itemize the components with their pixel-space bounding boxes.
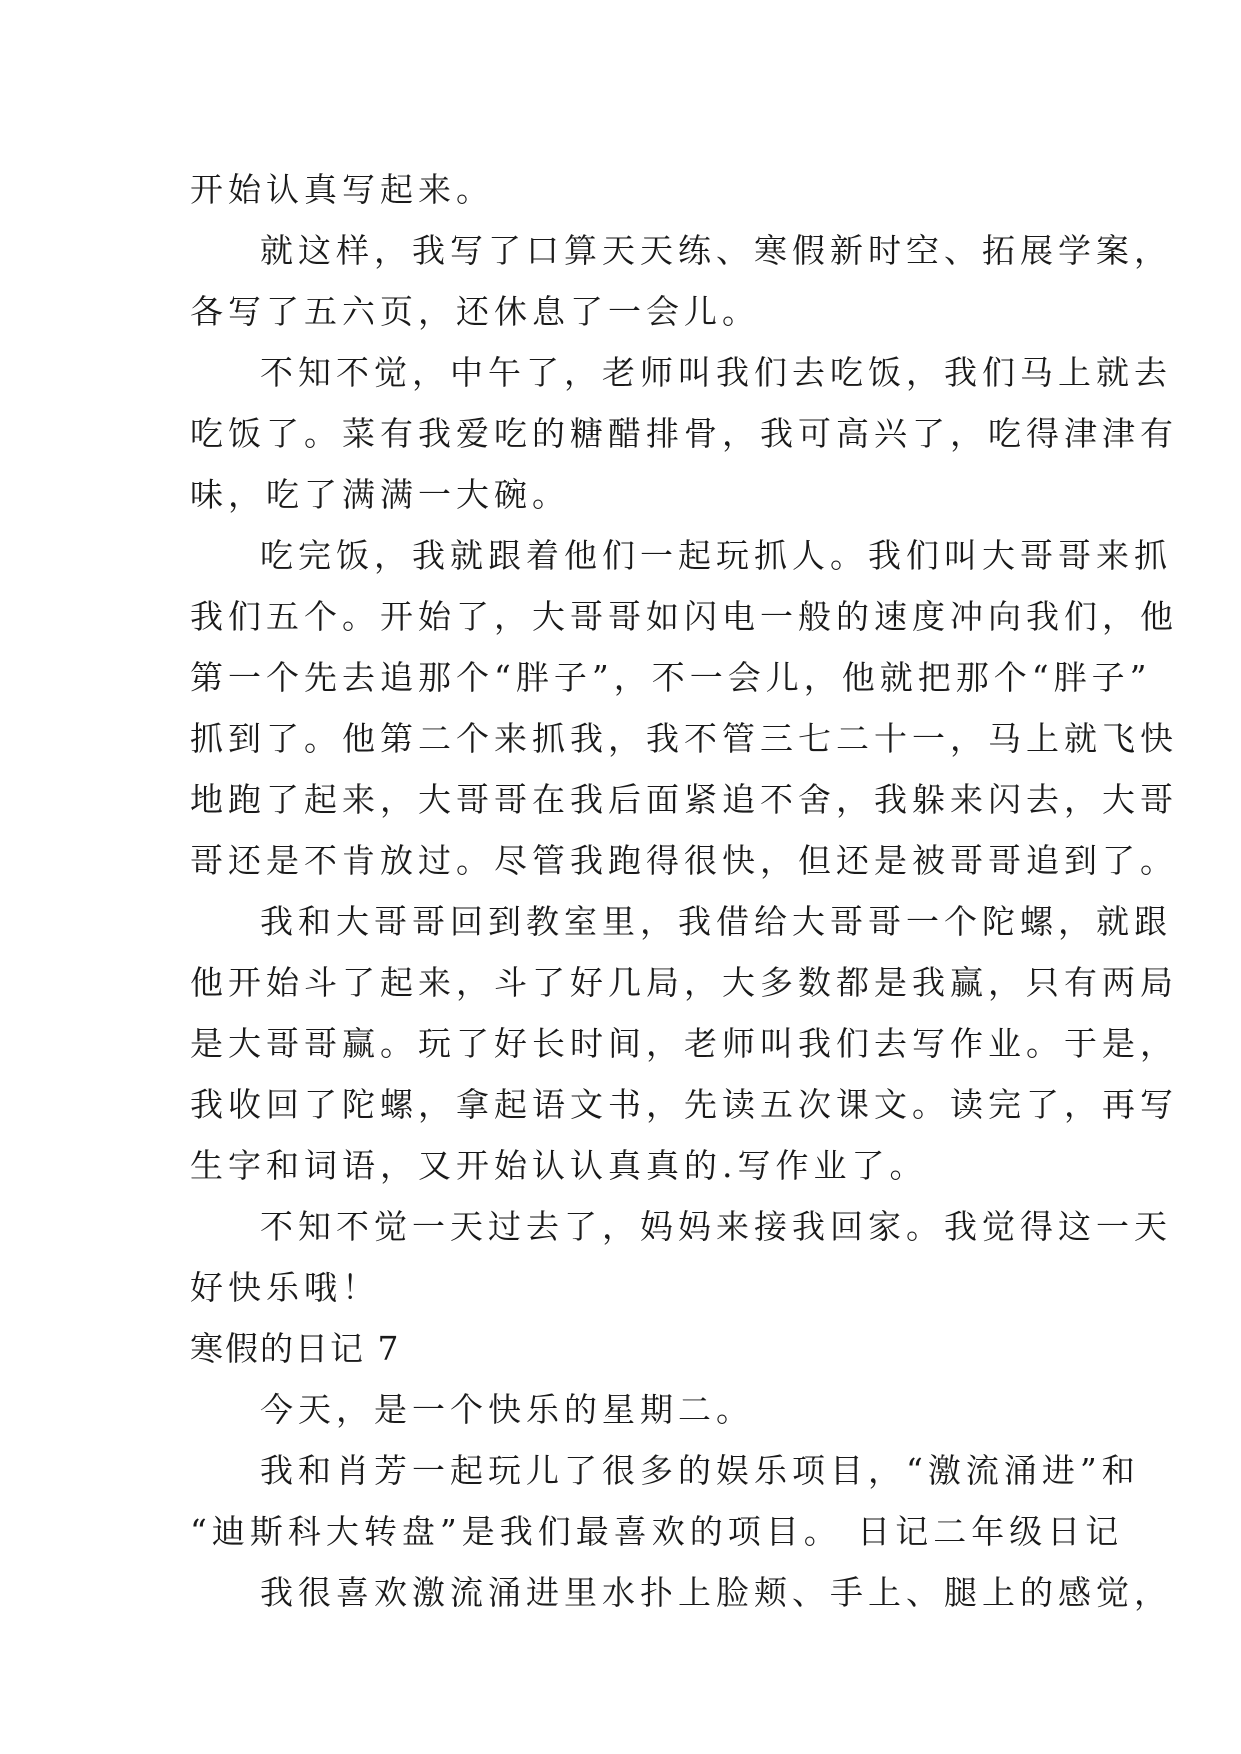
body-line: 他开始斗了起来，斗了好几局，大多数都是我赢，只有两局 bbox=[190, 963, 1178, 1002]
paragraph-start-line: 就这样，我写了口算天天练、寒假新时空、拓展学案， bbox=[260, 231, 1172, 270]
body-line: 味，吃了满满一大碗。 bbox=[190, 475, 570, 514]
body-line: 好快乐哦！ bbox=[190, 1268, 380, 1307]
body-line: 地跑了起来，大哥哥在我后面紧追不舍，我躲来闪去，大哥 bbox=[190, 780, 1178, 819]
body-line: 是大哥哥赢。玩了好长时间，老师叫我们去写作业。于是， bbox=[190, 1024, 1178, 1063]
paragraph-start-line: 我和肖芳一起玩儿了很多的娱乐项目，“激流涌进”和 bbox=[260, 1451, 1140, 1490]
body-line: 我们五个。开始了，大哥哥如闪电一般的速度冲向我们，他 bbox=[190, 597, 1178, 636]
body-line: 吃饭了。菜有我爱吃的糖醋排骨，我可高兴了，吃得津津有 bbox=[190, 414, 1178, 453]
body-line: 哥还是不肯放过。尽管我跑得很快，但还是被哥哥追到了。 bbox=[190, 841, 1178, 880]
paragraph-start-line: 不知不觉，中午了，老师叫我们去吃饭，我们马上就去 bbox=[260, 353, 1172, 392]
body-line: 生字和词语，又开始认认真真的.写作业了。 bbox=[190, 1146, 928, 1185]
section-title: 寒假的日记 7 bbox=[190, 1329, 401, 1368]
body-line: “迪斯科大转盘”是我们最喜欢的项目。 日记二年级日记 bbox=[190, 1512, 1124, 1551]
paragraph-start-line: 吃完饭，我就跟着他们一起玩抓人。我们叫大哥哥来抓 bbox=[260, 536, 1172, 575]
body-line: 开始认真写起来。 bbox=[190, 170, 494, 209]
body-line: 我收回了陀螺，拿起语文书，先读五次课文。读完了，再写 bbox=[190, 1085, 1178, 1124]
paragraph-start-line: 我和大哥哥回到教室里，我借给大哥哥一个陀螺，就跟 bbox=[260, 902, 1172, 941]
body-line: 第一个先去追那个“胖子”，不一会儿，他就把那个“胖子” bbox=[190, 658, 1152, 697]
document-body bbox=[190, 159, 1178, 1623]
paragraph-start-line: 我很喜欢激流涌进里水扑上脸颊、手上、腿上的感觉， bbox=[260, 1573, 1172, 1612]
body-line: 抓到了。他第二个来抓我，我不管三七二十一，马上就飞快 bbox=[190, 719, 1178, 758]
paragraph-start-line: 今天，是一个快乐的星期二。 bbox=[260, 1390, 754, 1429]
paragraph-start-line: 不知不觉一天过去了，妈妈来接我回家。我觉得这一天 bbox=[260, 1207, 1172, 1246]
body-line: 各写了五六页，还休息了一会儿。 bbox=[190, 292, 760, 331]
